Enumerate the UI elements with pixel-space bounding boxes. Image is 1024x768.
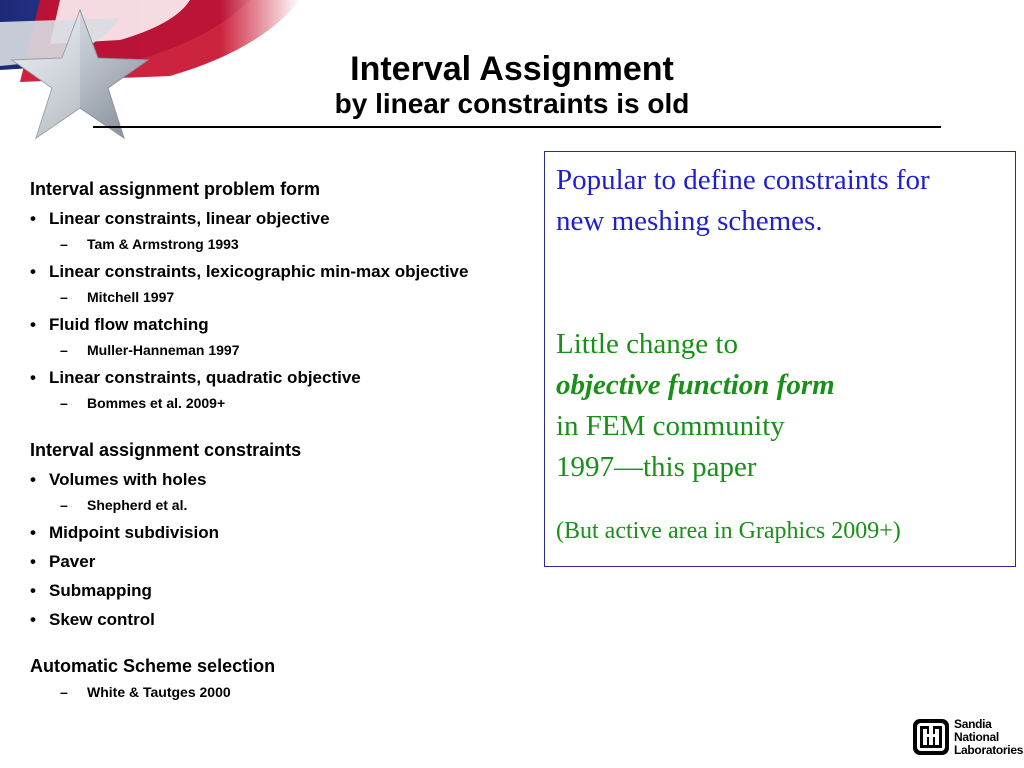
sub-list-item <box>30 496 550 514</box>
list-item-text: Volumes with holes <box>49 470 207 489</box>
bullet-icon: • <box>30 523 36 542</box>
list-item-text: Skew control <box>49 610 155 629</box>
bullet-icon: • <box>30 315 36 334</box>
dash-icon: – <box>60 236 68 252</box>
title-underline <box>93 126 941 128</box>
list-item-text: Linear constraints, quadratic objective <box>49 368 361 387</box>
dash-icon: – <box>60 289 68 305</box>
section-heading: Interval assignment constraints <box>30 440 302 460</box>
list-item <box>30 580 550 601</box>
list-item <box>30 208 550 229</box>
list-item-text: Linear constraints, lexicographic min-max objective <box>49 262 469 281</box>
list-item-text: Midpoint subdivision <box>49 523 219 542</box>
callout-line: in FEM community <box>556 410 785 442</box>
callout-line: Little change to <box>556 328 738 360</box>
sub-list-item-text: Muller-Hanneman 1997 <box>87 342 240 358</box>
section-heading: Automatic Scheme selection <box>30 656 276 676</box>
logo-text <box>954 718 1023 757</box>
sub-list-item-text: White & Tautges 2000 <box>87 684 231 700</box>
dash-icon: – <box>60 395 68 411</box>
dash-icon: – <box>60 684 68 700</box>
callout-line: new meshing schemes. <box>556 205 823 237</box>
sub-list-item-text: Shepherd et al. <box>87 497 188 513</box>
logo-text-line: Sandia <box>954 717 992 731</box>
bullet-icon: • <box>30 262 36 281</box>
logo-text-line: Laboratories <box>954 743 1024 757</box>
list-item-text: Fluid flow matching <box>49 315 209 334</box>
content-list <box>30 178 550 701</box>
callout-line: 1997—this paper <box>556 451 757 483</box>
list-item <box>30 522 550 543</box>
callout-box <box>544 151 1016 567</box>
list-item <box>30 314 550 335</box>
section-heading: Interval assignment problem form <box>30 179 321 199</box>
callout-line: Popular to define constraints for <box>556 164 930 196</box>
logo-text-line: National <box>954 730 999 744</box>
sub-list-item <box>30 394 550 412</box>
sub-list-item-text: Tam & Armstrong 1993 <box>87 236 239 252</box>
list-item-text: Paver <box>49 552 96 571</box>
list-item <box>30 609 550 630</box>
sub-list-item <box>30 288 550 306</box>
list-item-text: Submapping <box>49 581 152 600</box>
list-item-text: Linear constraints, linear objective <box>49 209 330 228</box>
title-subtitle: by linear constraints is old <box>334 88 690 119</box>
title-main: Interval Assignment <box>350 50 674 88</box>
list-item <box>30 469 550 490</box>
bullet-icon: • <box>30 470 36 489</box>
bullet-icon: • <box>30 209 36 228</box>
bullet-icon: • <box>30 610 36 629</box>
list-item <box>30 261 550 282</box>
list-item <box>30 367 550 388</box>
sub-list-item <box>30 341 550 359</box>
sub-list-item-text: Mitchell 1997 <box>87 289 175 305</box>
list-item <box>30 551 550 572</box>
sub-list-item-text: Bommes et al. 2009+ <box>87 395 226 411</box>
sub-list-item <box>30 683 550 701</box>
dash-icon: – <box>60 497 68 513</box>
slide-title <box>0 50 1024 120</box>
sandia-thunderbird-icon <box>912 718 950 756</box>
bullet-icon: • <box>30 581 36 600</box>
dash-icon: – <box>60 342 68 358</box>
sub-list-item <box>30 235 550 253</box>
bullet-icon: • <box>30 552 36 571</box>
bullet-icon: • <box>30 368 36 387</box>
sandia-logo <box>912 716 1024 760</box>
callout-emphasis: objective function form <box>556 369 835 401</box>
callout-note: (But active area in Graphics 2009+) <box>556 518 901 544</box>
